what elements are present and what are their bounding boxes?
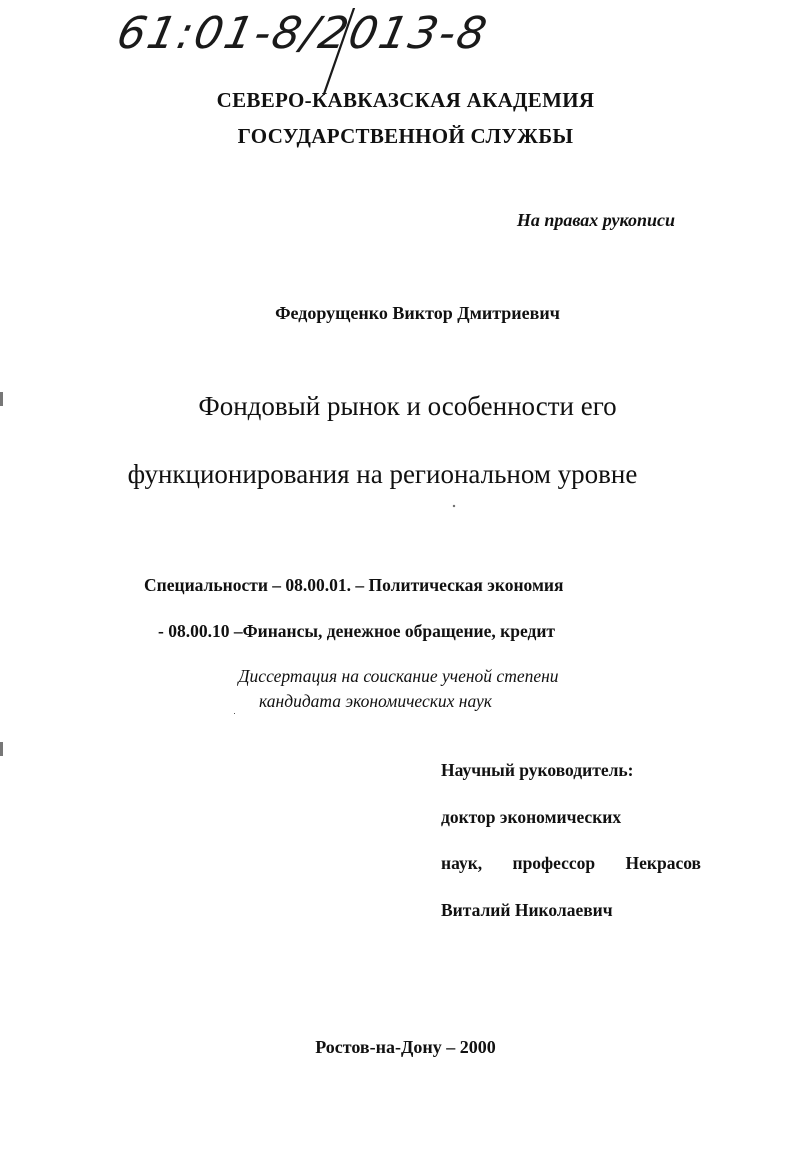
advisor-word-1: наук, — [441, 853, 483, 873]
degree-line-2: кандидата экономических наук — [259, 691, 492, 711]
institution-line-1: СЕВЕРО-КАВКАЗСКАЯ АКАДЕМИЯ — [216, 88, 595, 112]
specialty-line-2: - 08.00.10 –Финансы, денежное обращение, кредит — [158, 621, 556, 641]
advisor-title-line — [441, 853, 701, 874]
handwritten-archive-code — [112, 8, 498, 98]
scan-speck — [234, 713, 235, 714]
specialty-line-1: Специальности – 08.00.01. – Политическая экономия — [144, 575, 564, 595]
scan-edge-mark — [0, 392, 3, 406]
dissertation-title-line-1: Фондовый рынок и особенности его — [198, 391, 617, 421]
advisor-word-2: профессор — [512, 853, 596, 873]
advisor-name: Виталий Николаевич — [441, 900, 613, 920]
handwritten-slash-mark — [118, 8, 498, 98]
dissertation-title-line-2: функционирования на региональном уровне — [127, 459, 638, 489]
scan-edge-mark — [0, 742, 3, 756]
institution-line-2: ГОСУДАРСТВЕННОЙ СЛУЖБЫ — [237, 124, 574, 148]
manuscript-rights-note: На правах рукописи — [516, 210, 675, 230]
advisor-label: Научный руководитель: — [441, 760, 634, 780]
place-and-year: Ростов-на-Дону – 2000 — [315, 1037, 496, 1057]
author-name: Федорущенко Виктор Дмитриевич — [275, 303, 560, 323]
advisor-word-3: Некрасов — [625, 853, 701, 873]
degree-line-1: Диссертация на соискание ученой степени — [238, 666, 559, 686]
scan-speck — [453, 505, 456, 508]
advisor-degree: доктор экономических — [441, 807, 622, 827]
archive-code-text: 61:01-8/2013-8 — [112, 8, 493, 59]
